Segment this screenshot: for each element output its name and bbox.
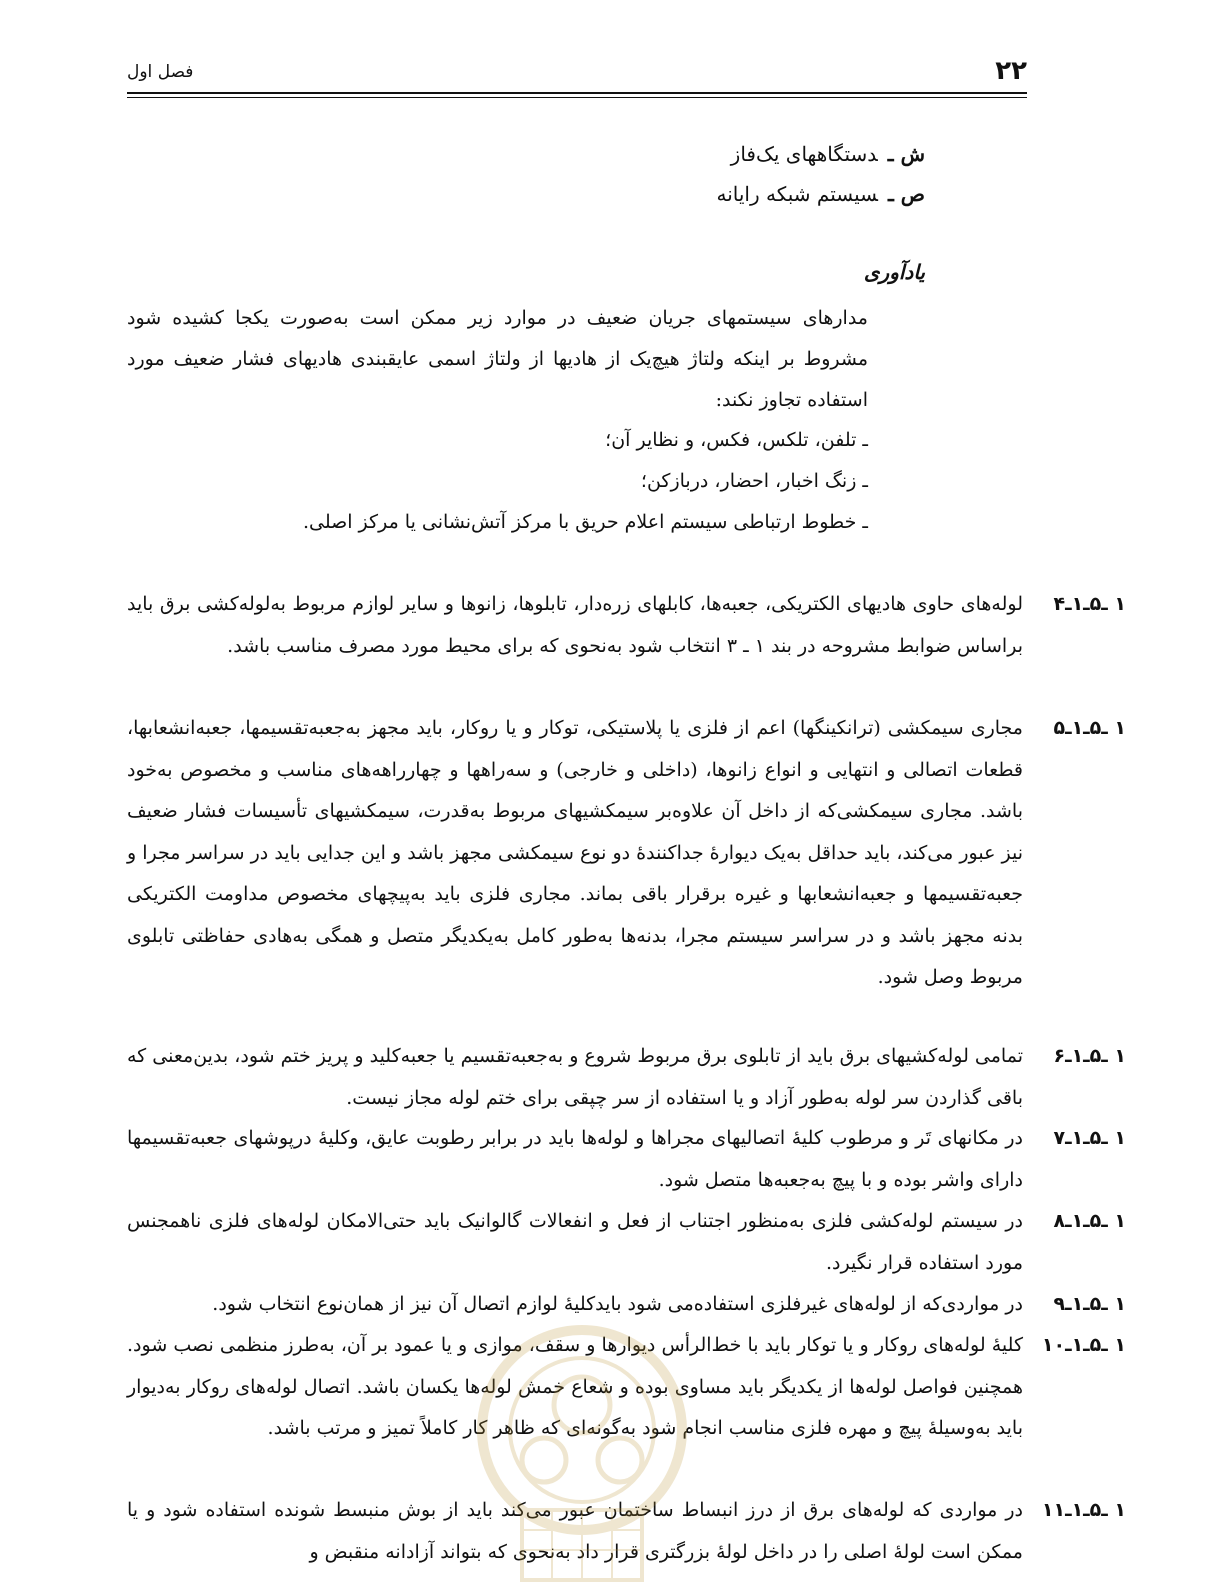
clause-number: ۱ ـ۵ـ۱ـ۱۰ — [1041, 1334, 1126, 1356]
clause-number: ۱ ـ۵ـ۱ـ۱۱ — [1041, 1499, 1126, 1521]
bullet-item: ـ تلفن، تلکس، فکس، و نظایر آن؛ — [605, 429, 868, 451]
list-item-letter: ص ـ — [887, 182, 925, 206]
page-header — [127, 52, 1027, 92]
clause — [127, 708, 1126, 999]
list-item-text: سیستم شبکه رایانه — [716, 182, 878, 206]
reminder-title: یادآوری — [863, 260, 925, 284]
clause-number: ۱ ـ۵ـ۱ـ۶ — [1053, 1045, 1126, 1067]
clause — [127, 1118, 1126, 1201]
chapter-title: فصل اول — [127, 62, 194, 82]
clause-number: ۱ ـ۵ـ۱ـ۸ — [1053, 1210, 1126, 1232]
page-number: ۲۲ — [995, 56, 1027, 86]
header-rule-thick — [127, 92, 1027, 94]
bullet-item: ـ زنگ اخبار، احضار، دربازکن؛ — [640, 470, 868, 492]
reminder-paragraph: مدارهای سیستمهای جریان ضعیف در موارد زیر ممکن است به‌صورت یکجا کشیده شود مشروط بر اینکه ولتاژ هیچ‌یک از هادیها از ولتاژ اسمی عایقبندی هادیهای فشار ضعیف مورد استفاده تجاوز نکند: — [127, 307, 868, 411]
reminder-text — [127, 298, 868, 421]
clause — [127, 1284, 1126, 1326]
clause-text: مجاری سیمکشی (ترانکینگها) اعم از فلزی یا پلاستیکی، توکار و یا روکار، باید مجهز به‌جعبه‌تقسیمها، جعبه‌انشعابها، قطعات اتصالی و انتهایی و انواع زانوها، (داخلی و خارجی) و سه‌راهها و چهارراهه‌های مناسب و مخصوص به‌خود باشد. مجاری سیمکشی‌که از داخل آن علاوه‌بر سیمکشیهای مربوط به‌قدرت، سیمکشیهای تأسیسات فشار ضعیف نیز عبور می‌کند، باید حداقل به‌یک دیوارهٔ جداکنندهٔ دو نوع سیمکشی مجهز باشد و این جدایی باید در سراسر مجرا و جعبه‌تقسیمها و جعبه‌انشعابها و غیره برقرار باقی بماند. مجاری فلزی باید به‌پیچهای مخصوص مداومت الکتریکی بدنه مجهز باشد و در سراسر سیستم مجرا، بدنه‌ها به‌طور کامل به‌یکدیگر متصل و همگی به‌هادی حفاظتی تابلوی مربوط وصل شود. — [127, 717, 1023, 988]
bullet-item: ـ خطوط ارتباطی سیستم اعلام حریق با مرکز آتش‌نشانی یا مرکز اصلی. — [302, 511, 868, 533]
clause — [127, 1490, 1126, 1573]
clause — [127, 1201, 1126, 1284]
clause-number: ۱ ـ۵ـ۱ـ۴ — [1053, 593, 1126, 615]
clause-text: در مواردی که لوله‌های برق از درز انبساط ساختمان عبور می‌کند باید از بوش منبسط شونده استفاده شود و یا ممکن است لولهٔ اصلی را در داخل لولهٔ بزرگتری قرار داد به‌نحوی که بتواند آزادانه منقبض و — [127, 1499, 1023, 1563]
reminder-bullets — [268, 420, 868, 543]
clause-text: در مواردی‌که از لوله‌های غیرفلزی استفاده‌می شود باید‌کلیهٔ لوازم اتصال آن نیز از همان‌نوع انتخاب شود. — [212, 1293, 1023, 1315]
list-item — [505, 134, 925, 174]
list-item-letter: ش ـ — [887, 142, 925, 166]
top-list — [505, 134, 925, 214]
clause-text: در سیستم لوله‌کشی فلزی به‌منظور اجتناب از فعل و انفعالات گالوانیک باید حتی‌الامکان لوله‌های فلزی ناهمجنس مورد استفاده قرار نگیرد. — [127, 1210, 1023, 1274]
clause-text: در مکانهای تَر و مرطوب کلیهٔ اتصالیهای مجراها و لوله‌ها باید در برابر رطوبت عایق، وکلیهٔ درپوشهای جعبه‌تقسیمها دارای واشر بوده و با پیچ به‌جعبه‌ها متصل شود. — [127, 1127, 1023, 1191]
clause-text: تمامی لوله‌کشیهای برق باید از تابلوی برق مربوط شروع و به‌جعبه‌تقسیم یا جعبه‌کلید و پریز ختم شود، بدین‌معنی که باقی گذاردن سر لوله به‌طور آزاد و یا استفاده از سر چپقی برای ختم لوله مجاز نیست. — [127, 1045, 1023, 1109]
clause-number: ۱ ـ۵ـ۱ـ۵ — [1053, 717, 1126, 739]
clause-number: ۱ ـ۵ـ۱ـ۷ — [1053, 1127, 1126, 1149]
clause-number: ۱ ـ۵ـ۱ـ۹ — [1053, 1293, 1126, 1315]
list-item — [505, 174, 925, 214]
list-item-text: دستگاههای یک‌فاز — [730, 142, 878, 166]
clause — [127, 584, 1126, 667]
clause-text: لوله‌های حاوی هادیهای الکتریکی، جعبه‌ها، کابلهای زره‌دار، تابلوها، زانوها و سایر لوازم مربوط به‌لوله‌کشی برق باید براساس ضوابط مشروحه در بند ۱ ـ ۳ انتخاب شود به‌نحوی که برای محیط مورد مصرف مناسب باشد. — [127, 593, 1023, 657]
header-rule-thin — [127, 97, 1027, 98]
clause — [127, 1036, 1126, 1119]
clause-text: کلیهٔ لوله‌های روکار و یا توکار باید با خط‌الرأس دیوارها و سقف، موازی و یا عمود بر آن، به‌طرز منظمی نصب شود. همچنین فواصل لوله‌ها از یکدیگر باید مساوی بوده و شعاع خمش لوله‌ها یکسان باشد. اتصال لوله‌های روکار به‌دیوار باید به‌وسیلهٔ پیچ و مهره فلزی مناسب انجام شود به‌گونه‌ای که ظاهر کار کاملاً تمیز و مرتب باشد. — [127, 1334, 1023, 1439]
clause — [127, 1325, 1126, 1450]
